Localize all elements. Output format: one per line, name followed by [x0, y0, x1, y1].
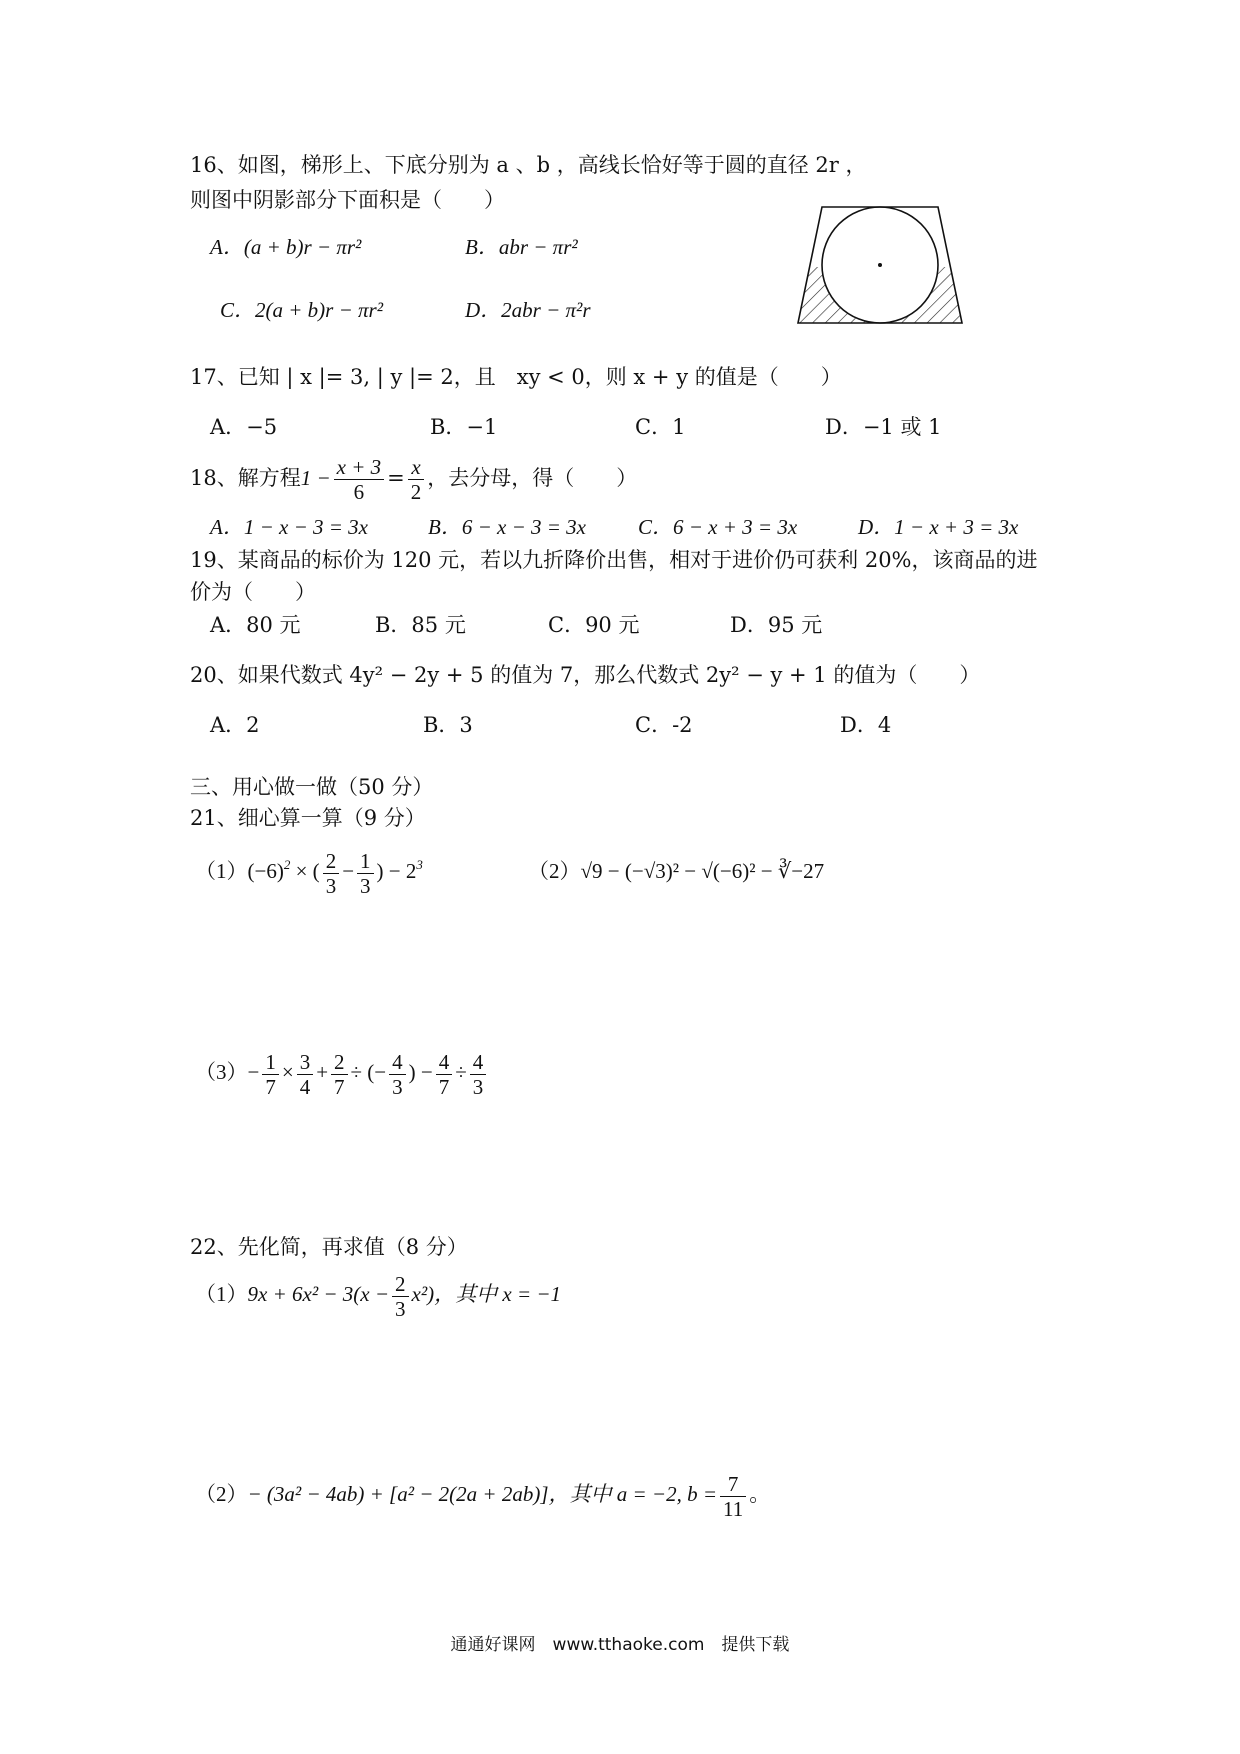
q21-part3-fraction-3 — [331, 1050, 348, 1099]
q18-frac2-numerator: x — [408, 455, 425, 480]
q21-part3 — [195, 1043, 489, 1101]
q17-stem: 17、已知 | x |= 3, | y |= 2，且 xy < 0，则 x + y 的值是（ ） — [190, 365, 842, 389]
q18-frac2-denominator: 2 — [410, 480, 422, 504]
q16-option-b: B．abr − πr² — [465, 235, 578, 259]
q21-part1-frac2-den: 3 — [360, 873, 371, 898]
q21-title: 21、细心算一算（9 分） — [190, 806, 426, 830]
q22-part2-frac-den: 11 — [723, 1496, 744, 1521]
q21-part3-f6-den: 3 — [472, 1074, 484, 1099]
q21-part3-f5-den: 7 — [438, 1074, 450, 1099]
q18-suffix: ，去分母，得（ ） — [427, 466, 638, 490]
q21-part1-frac1-den: 3 — [325, 873, 337, 898]
q22-part1-frac-den: 3 — [395, 1296, 406, 1321]
q21-part3-op5: ÷ — [455, 1060, 467, 1084]
q18-stem — [190, 450, 637, 506]
q20-option-c: C．-2 — [635, 713, 693, 737]
q22-part1-label: （1） — [195, 1282, 248, 1306]
q21-part1-exp-a: 2 — [283, 857, 291, 872]
q20-option-a: A．2 — [210, 713, 260, 737]
q18-option-d: D．1 − x + 3 = 3x — [858, 515, 1019, 539]
q21-part3-f4-den: 3 — [392, 1074, 403, 1099]
q20-option-d: D．4 — [840, 713, 892, 737]
q21-part1-term-a: (−6) — [247, 859, 284, 883]
q21-part1-minus: − — [342, 859, 355, 883]
circle-center-dot — [878, 263, 882, 267]
trapezoid-circle-figure — [790, 205, 970, 330]
q21-part2-expression: √9 − (−√3)² − √(−6)² − ∛−27 — [580, 859, 825, 883]
shaded-region — [790, 267, 970, 327]
q17-option-b: B．−1 — [430, 415, 498, 439]
q18-option-b: B．6 − x − 3 = 3x — [428, 515, 586, 539]
q22-title: 22、先化简，再求值（8 分） — [190, 1235, 468, 1259]
q21-part3-f2-num: 3 — [297, 1050, 314, 1075]
q21-part3-fraction-4 — [389, 1050, 406, 1099]
q21-part3-f3-den: 7 — [334, 1074, 345, 1099]
q22-part2 — [195, 1465, 770, 1523]
q16-stem-line2: 则图中阴影部分下面积是（ ） — [190, 188, 505, 212]
q16-stem-line1: 16、如图，梯形上、下底分别为 a 、b ，高线长恰好等于圆的直径 2r ， — [190, 153, 867, 177]
q18-frac1-denominator: 6 — [353, 480, 365, 504]
q21-part3-fraction-1 — [262, 1050, 279, 1099]
q21-part3-f1-den: 7 — [265, 1074, 276, 1099]
q19-stem-line1: 19、某商品的标价为 120 元，若以九折降价出售，相对于进价仍可获利 20%，该商品的进 — [190, 548, 1038, 572]
q21-part3-f1-num: 1 — [262, 1050, 279, 1075]
q21-part3-op3: ÷ (− — [350, 1060, 387, 1084]
q21-part2-label: （2） — [528, 859, 581, 883]
q22-part2-fraction — [720, 1472, 746, 1521]
q22-part1-fraction — [392, 1272, 409, 1321]
q19-option-d: D．95 元 — [730, 613, 823, 637]
q17-option-c: C．1 — [635, 415, 686, 439]
q21-part1-frac2-num: 1 — [357, 849, 374, 874]
q16-option-c: C．2(a + b)r − πr² — [220, 298, 383, 322]
q19-stem-line2: 价为（ ） — [190, 580, 316, 604]
q22-part2-end: 。 — [749, 1482, 771, 1506]
page-footer: 通通好课网 www.tthaoke.com 提供下载 — [450, 1635, 790, 1655]
q21-part1-term-b: × ( — [290, 859, 320, 883]
q21-part3-fraction-6 — [470, 1050, 487, 1099]
q18-lhs-const: 1 − — [300, 466, 331, 490]
q16-option-a: A．(a + b)r − πr² — [210, 235, 362, 259]
q21-part1-label: （1） — [195, 859, 248, 883]
q18-fraction-1 — [334, 455, 385, 504]
q21-part1-term-c: ) − 2 — [376, 859, 417, 883]
q21-part1-exp-c: 3 — [416, 857, 423, 872]
q17-option-d: D．−1 或 1 — [825, 415, 942, 439]
q21-part1-fraction-2 — [357, 849, 374, 898]
q22-part2-label: （2） — [195, 1482, 248, 1506]
q22-part1-expr-b: x²)，其中 x = −1 — [411, 1282, 562, 1306]
q18-prefix: 18、解方程 — [190, 466, 301, 490]
q21-part1 — [195, 842, 423, 900]
q22-part1-frac-num: 2 — [392, 1272, 409, 1297]
q21-part3-f5-num: 4 — [436, 1050, 453, 1075]
q16-option-d: D．2abr − π²r — [465, 298, 591, 322]
q18-option-c: C．6 − x + 3 = 3x — [638, 515, 798, 539]
q21-part3-f4-num: 4 — [389, 1050, 406, 1075]
q22-part2-frac-num: 7 — [720, 1472, 746, 1497]
q21-part3-fraction-5 — [436, 1050, 453, 1099]
q21-part3-label: （3） — [195, 1060, 248, 1084]
q18-equals: = — [387, 466, 405, 490]
q21-part3-fraction-2 — [297, 1050, 314, 1099]
q21-part3-lead: − — [247, 1060, 260, 1084]
q22-part2-expr: − (3a² − 4ab) + [a² − 2(2a + 2ab)]，其中 a = −2, b = — [247, 1482, 718, 1506]
q19-option-b: B．85 元 — [375, 613, 466, 637]
q21-part2 — [528, 842, 824, 900]
q22-part1 — [195, 1265, 561, 1323]
q21-part3-op2: + — [316, 1060, 329, 1084]
q18-option-a: A．1 − x − 3 = 3x — [210, 515, 368, 539]
q19-option-a: A．80 元 — [210, 613, 301, 637]
q20-option-b: B．3 — [423, 713, 473, 737]
q19-option-c: C．90 元 — [548, 613, 640, 637]
q22-part1-expr-a: 9x + 6x² − 3(x − — [247, 1282, 390, 1306]
q21-part3-op1: × — [281, 1060, 294, 1084]
q21-part3-f2-den: 4 — [299, 1074, 311, 1099]
q21-part3-f6-num: 4 — [470, 1050, 487, 1075]
q21-part3-f3-num: 2 — [331, 1050, 348, 1075]
q21-part1-frac1-num: 2 — [323, 849, 340, 874]
q18-frac1-numerator: x + 3 — [334, 455, 385, 480]
q21-part1-fraction-1 — [323, 849, 340, 898]
section-3-heading: 三、用心做一做（50 分） — [190, 775, 434, 799]
q21-part3-op4: ) − — [408, 1060, 433, 1084]
q17-option-a: A．−5 — [210, 415, 278, 439]
q20-stem: 20、如果代数式 4y² − 2y + 5 的值为 7，那么代数式 2y² − y + 1 的值为（ ） — [190, 663, 981, 687]
q18-fraction-2 — [408, 455, 425, 504]
